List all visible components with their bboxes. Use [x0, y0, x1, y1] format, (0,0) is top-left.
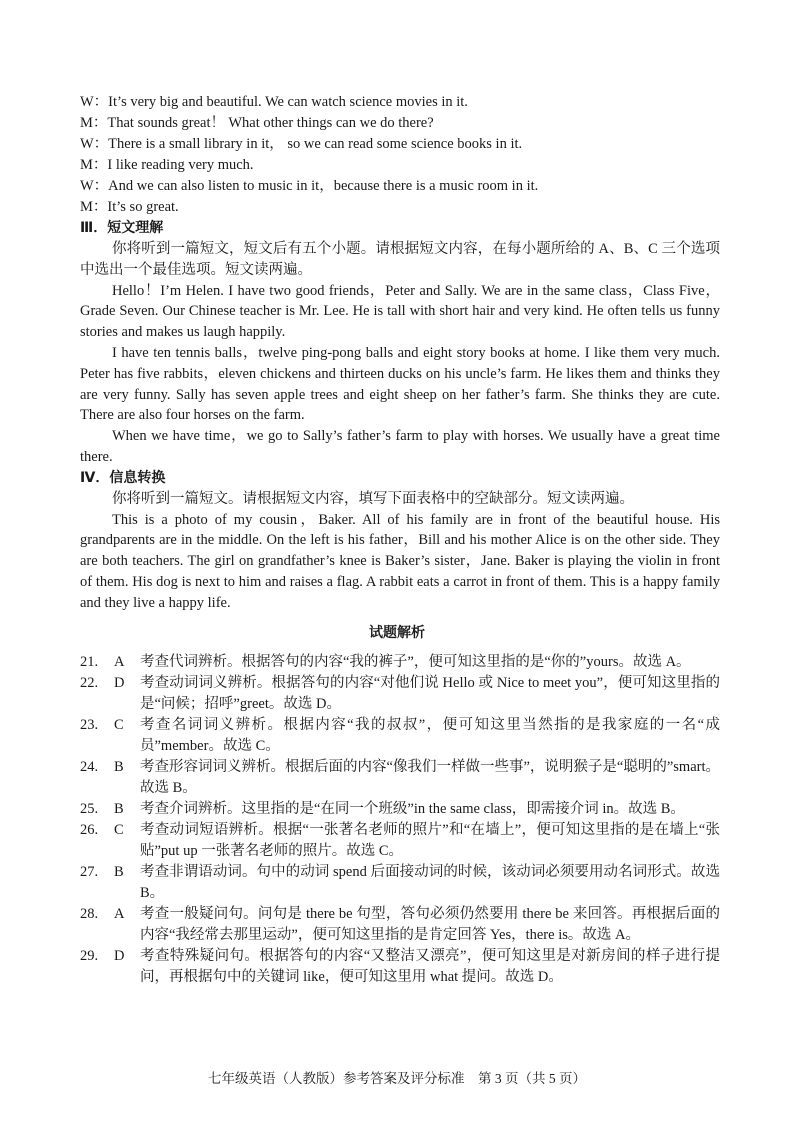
- question-number: 23.: [80, 717, 99, 733]
- dialogue-line: M：I like reading very much.: [80, 157, 254, 173]
- listening-script: [80, 92, 720, 614]
- answer-option: C: [114, 822, 124, 838]
- question-number: 24.: [80, 759, 99, 775]
- answer-option: B: [114, 864, 124, 880]
- dialogue-line: W：There is a small library in it， so we can read some science books in it.: [80, 136, 523, 152]
- question-number: 28.: [80, 906, 99, 922]
- answer-item: [80, 820, 720, 862]
- answer-item: [80, 715, 720, 757]
- answer-explanation: 考查特殊疑问句。根据答句的内容“又整洁又漂亮”，便可知这里是对新房间的样子进行提问，再根据句中的关键词 like，便可知这里用 what 提问。故选 D。: [140, 948, 720, 985]
- answer-option: B: [114, 759, 124, 775]
- answer-explanation: 考查一般疑问句。问句是 there be 句型，答句必须仍然要用 there be 来回答。再根据后面的内容“我经常去那里运动”，便可知这里指的是肯定回答 Yes，there is。故选 A。: [140, 906, 720, 943]
- page-footer: 七年级英语（人教版）参考答案及评分标准 第 3 页（共 5 页）: [208, 1071, 586, 1086]
- answer-explanation: 考查形容词词义辨析。根据后面的内容“像我们一样做一些事”，说明猴子是“聪明的”smart。故选 B。: [140, 759, 720, 796]
- answer-explanation: 考查动词词义辨析。根据答句的内容“对他们说 Hello 或 Nice to meet you”，便可知这里指的是“问候；招呼”greet。故选 D。: [140, 675, 720, 712]
- answer-item: [80, 904, 720, 946]
- answer-option: A: [114, 654, 125, 670]
- answer-option: D: [114, 948, 125, 964]
- answer-explanation: 考查介词辨析。这里指的是“在同一个班级”in the same class，即需接介词 in。故选 B。: [140, 801, 685, 817]
- question-number: 29.: [80, 948, 99, 964]
- question-number: 22.: [80, 675, 99, 691]
- answer-option: D: [114, 675, 125, 691]
- section-heading: Ⅳ．信息转换: [80, 469, 166, 486]
- answer-item: [80, 862, 720, 904]
- dialogue-line: W：And we can also listen to music in it，because there is a music room in it.: [80, 178, 539, 194]
- answer-explanation: 考查非谓语动词。句中的动词 spend 后面接动词的时候，该动词必须要用动名词形式。故选 B。: [140, 864, 720, 901]
- answer-list: [80, 652, 720, 988]
- dialogue-line: M：It’s so great.: [80, 199, 179, 215]
- passage-paragraph: Hello！I’m Helen. I have two good friends，Peter and Sally. We are in the same class，Class Five，Grade Seven. Our Chinese teacher is Mr. Lee. He is tall with short hair and very kind. He often tells us funny stories and makes us laugh happily.: [80, 282, 720, 341]
- question-number: 21.: [80, 654, 99, 670]
- question-number: 26.: [80, 822, 99, 838]
- answer-item: [80, 652, 720, 673]
- answer-option: B: [114, 801, 124, 817]
- answer-item: [80, 673, 720, 715]
- section-instruction: 你将听到一篇短文，短文后有五个小题。请根据短文内容，在每小题所给的 A、B、C 三个选项中选出一个最佳选项。短文读两遍。: [80, 241, 720, 278]
- answer-item: [80, 799, 720, 820]
- question-number: 27.: [80, 864, 99, 880]
- dialogue-line: M：That sounds great！ What other things can we do there?: [80, 115, 434, 131]
- answer-explanation: 考查名词词义辨析。根据内容“我的叔叔”，便可知这里当然指的是我家庭的一名“成员”member。故选 C。: [140, 717, 720, 754]
- section-heading: Ⅲ．短文理解: [80, 220, 164, 236]
- section-instruction: 你将听到一篇短文。请根据短文内容，填写下面表格中的空缺部分。短文读两遍。: [112, 490, 634, 507]
- answer-explanation: 考查代词辨析。根据答句的内容“我的裤子”，便可知这里指的是“你的”yours。故选 A。: [140, 654, 691, 670]
- passage-paragraph: When we have time，we go to Sally’s father’s farm to play with horses. We usually have a great time there.: [80, 428, 720, 465]
- answer-option: A: [114, 906, 125, 922]
- answer-item: [80, 757, 720, 799]
- answer-option: C: [114, 717, 124, 733]
- question-number: 25.: [80, 801, 99, 817]
- dialogue-line: W：It’s very big and beautiful. We can watch science movies in it.: [80, 94, 468, 110]
- answer-item: [80, 946, 720, 988]
- analysis-title: 试题解析: [369, 625, 425, 641]
- passage-paragraph: I have ten tennis balls，twelve ping-pong balls and eight story books at home. I like them very much. Peter has five rabbits，eleven chickens and thirteen ducks on his uncle’s farm. He likes them and thinks they are very funny. Sally has seven apple trees and eight sheep on her father’s farm. She thinks they are cute. There are also four horses on the farm.: [80, 344, 720, 424]
- passage-paragraph: This is a photo of my cousin，Baker. All of his family are in front of the beautiful house. His grandparents are in the middle. On the left is his father，Bill and his mother Alice is on the other side. They are both teachers. The girl on grandfather’s knee is Baker’s sister，Jane. Baker is playing the violin in front of them. His dog is next to him and raises a flag. A rabbit eats a carrot in front of them. This is a happy family and they live a happy life.: [80, 511, 720, 611]
- answer-explanation: 考查动词短语辨析。根据“一张著名老师的照片”和“在墙上”，便可知这里指的是在墙上“张贴”put up 一张著名老师的照片。故选 C。: [140, 822, 720, 859]
